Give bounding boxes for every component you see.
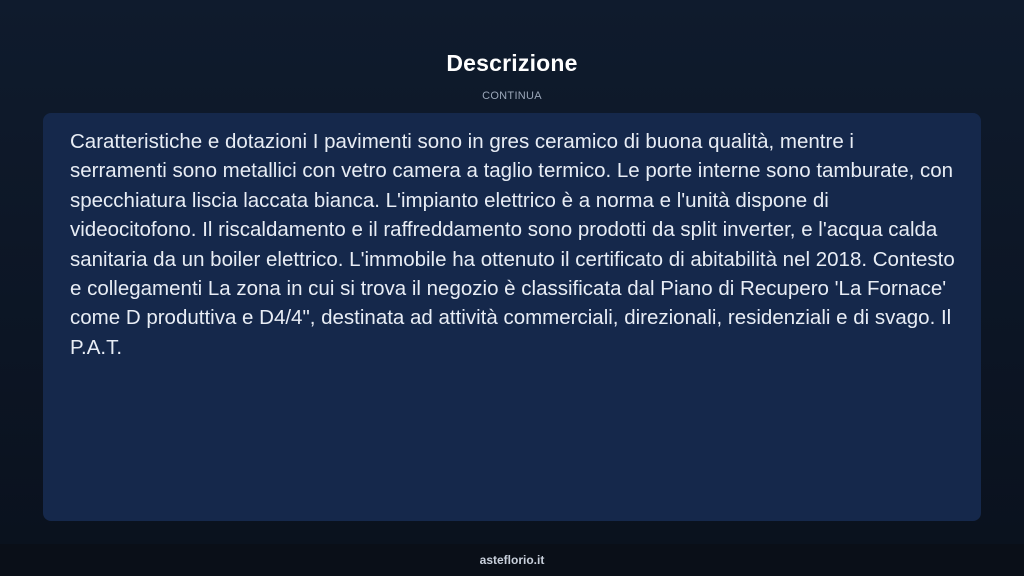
footer-site: asteflorio.it [0,544,1024,576]
description-text: Caratteristiche e dotazioni I pavimenti sono in gres ceramico di buona qualità, mentre i serramenti sono metallici con vetro camera a taglio termico. Le porte interne sono tamburate, con specchiatura liscia laccata bianca. L'impianto elettrico è a norma e l'unità dispone di videocitofono. Il riscaldamento e il raffreddamento sono prodotti da split inverter, e l'acqua calda sanitaria da un boiler elettrico. L'immobile ha ottenuto il certificato di abitabilità nel 2018. Contesto e collegamenti La zona in cui si trova il negozio è classificata dal Piano di Recupero 'La Fornace' come D produttiva e D4/4", destinata ad attività commerciali, direzionali, residenziali e di svago. Il P.A.T. [70,130,955,359]
page-title: Descrizione [446,50,578,76]
description-card [43,113,981,521]
continue-label: CONTINUA [482,90,542,102]
